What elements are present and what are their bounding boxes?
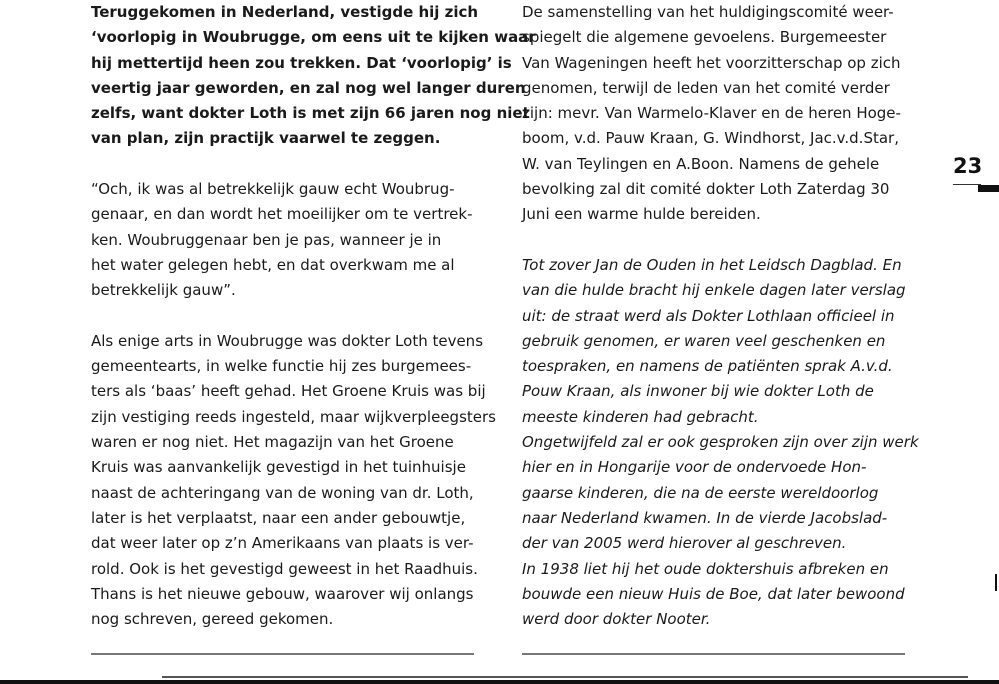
intro-paragraph-bold — [91, 0, 536, 152]
text-line: In 1938 liet hij het oude doktershuis afbreken en — [522, 559, 889, 578]
right-column-divider — [522, 653, 905, 655]
text-line: Tot zover Jan de Ouden in het Leidsch Dagblad. En — [522, 255, 902, 274]
text-line: Kruis was aanvankelijk gevestigd in het tuinhuisje — [91, 458, 466, 477]
text-line: Pouw Kraan, als inwoner bij wie dokter Loth de — [522, 382, 874, 401]
text-line: ken. Woubruggenaar ben je pas, wanneer je in — [91, 230, 442, 249]
page-bottom-edge — [0, 680, 999, 684]
text-line: gebruik genomen, er waren veel geschenken en — [522, 331, 886, 350]
text-line: zijn vestiging reeds ingesteld, maar wijkverpleegsters — [91, 407, 496, 426]
text-line: nog schreven, gereed gekomen. — [91, 610, 334, 629]
text-line: Thans is het nieuwe gebouw, waarover wij onlangs — [91, 584, 474, 603]
text-line: meeste kinderen had gebracht. — [522, 407, 759, 426]
text-line: boom, v.d. Pauw Kraan, G. Windhorst, Jac.v.d.Star, — [522, 129, 899, 148]
text-line: ters als ‘baas’ heeft gehad. Het Groene Kruis was bij — [91, 382, 486, 401]
text-line: der van 2005 werd hierover al geschreven. — [522, 534, 847, 553]
text-line: uit: de straat werd als Dokter Lothlaan officieel in — [522, 306, 895, 325]
text-line: gaarse kinderen, die na de eerste wereldoorlog — [522, 483, 879, 502]
paragraph-gap — [522, 228, 906, 253]
page-tab-marker — [978, 185, 999, 192]
text-line: waren er nog niet. Het magazijn van het Groene — [91, 433, 454, 452]
text-line: bouwde een nieuw Huis de Boe, dat later bewoond — [522, 584, 905, 603]
text-line: hier en in Hongarije voor de ondervoede Hon- — [522, 458, 867, 477]
paragraph-gap — [91, 152, 475, 177]
italic-commentary-paragraph — [522, 253, 919, 632]
text-line: De samenstelling van het huldigingscomité weer- — [522, 3, 894, 21]
text-line: “Och, ik was al betrekkelijk gauw echt Woubrug- — [91, 180, 455, 199]
text-line: zijn: mevr. Van Warmelo-Klaver en de heren Hoge- — [522, 104, 901, 123]
text-line: naast de achteringang van de woning van dr. Loth, — [91, 483, 474, 502]
text-line: betrekkelijk gauw”. — [91, 281, 236, 300]
text-line: gemeentearts, in welke functie hij zes burgemees- — [91, 357, 472, 376]
text-line: bevolking zal dit comité dokter Loth Zaterdag 30 — [522, 180, 890, 199]
left-column — [91, 0, 536, 632]
text-line: van plan, zijn practijk vaarwel te zeggen. — [91, 129, 441, 148]
page-edge-mark — [995, 574, 997, 591]
right-column — [522, 0, 919, 632]
text-line: ‘voorlopig in Woubrugge, om eens uit te kijken waar — [91, 28, 536, 47]
text-line: werd door dokter Nooter. — [522, 610, 711, 629]
text-line: het water gelegen hebt, en dat overkwam me al — [91, 255, 455, 274]
text-line: Ongetwijfeld zal er ook gesproken zijn over zijn werk — [522, 433, 919, 452]
text-line: genaar, en dan wordt het moeilijker om te vertrek- — [91, 205, 473, 224]
text-line: naar Nederland kwamen. In de vierde Jacobslad- — [522, 508, 888, 527]
text-line: toespraken, en namens de patiënten sprak A.v.d. — [522, 357, 893, 376]
text-line: rold. Ook is het gevestigd geweest in het Raadhuis. — [91, 559, 478, 578]
text-line: spiegelt die algemene gevoelens. Burgemeester — [522, 28, 887, 47]
text-line: W. van Teylingen en A.Boon. Namens de gehele — [522, 154, 880, 173]
body-paragraph — [91, 329, 496, 633]
quote-paragraph — [91, 177, 475, 303]
text-line: Van Wageningen heeft het voorzitterschap op zich — [522, 53, 901, 72]
page-number-underline — [953, 184, 981, 185]
text-line: Teruggekomen in Nederland, vestigde hij zich — [91, 3, 479, 21]
text-line: Als enige arts in Woubrugge was dokter Loth tevens — [91, 331, 484, 350]
paragraph-gap — [91, 304, 475, 329]
text-line: hij mettertijd heen zou trekken. Dat ‘voorlopig’ is — [91, 53, 512, 72]
footer-divider — [162, 676, 968, 678]
text-line: genomen, terwijl de leden van het comité verder — [522, 78, 890, 97]
text-line: zelfs, want dokter Loth is met zijn 66 jaren nog niet — [91, 104, 530, 123]
text-line: veertig jaar geworden, en zal nog wel langer duren — [91, 78, 526, 97]
left-column-divider — [91, 653, 474, 655]
committee-paragraph — [522, 0, 906, 228]
text-line: van die hulde bracht hij enkele dagen later verslag — [522, 281, 906, 300]
page-number: 23 — [953, 154, 983, 178]
text-line: dat weer later op z’n Amerikaans van plaats is ver- — [91, 534, 474, 553]
text-line: later is het verplaatst, naar een ander gebouwtje, — [91, 508, 466, 527]
text-line: Juni een warme hulde bereiden. — [522, 205, 761, 224]
